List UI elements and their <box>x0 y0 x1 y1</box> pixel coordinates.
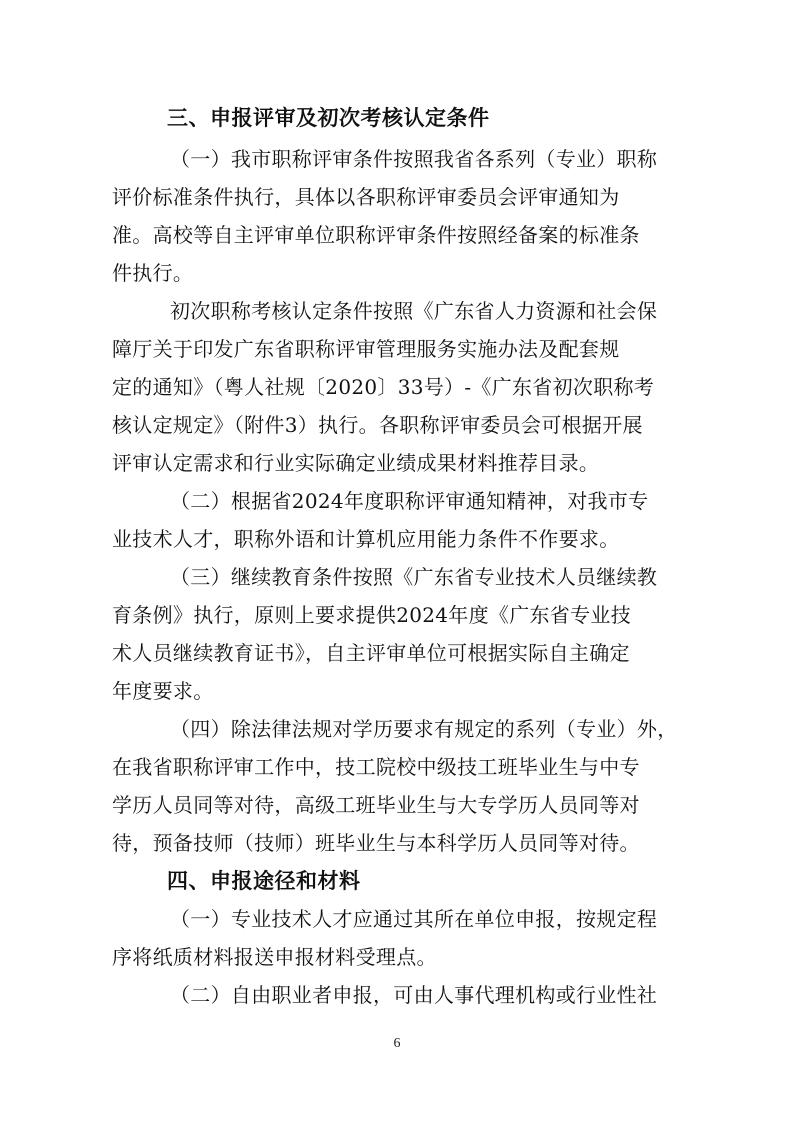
paragraph-line: 准。高校等自主评审单位职称评审条件按照经备案的标准条 <box>112 223 640 247</box>
paragraph-line: 术人员继续教育证书》，自主评审单位可根据实际自主确定 <box>112 641 630 665</box>
paragraph-line: 学历人员同等对待，高级工班毕业生与大专学历人员同等对 <box>112 793 640 817</box>
paragraph-line: 业技术人才，职称外语和计算机应用能力条件不作要求。 <box>112 527 620 551</box>
paragraph-line: （三）继续教育条件按照《广东省专业技术人员继续教 <box>170 565 658 589</box>
section-heading-4: 四、申报途径和材料 <box>167 869 361 893</box>
paragraph-line: （四）除法律法规对学历要求有规定的系列（专业）外， <box>170 717 678 741</box>
paragraph-line: （一）专业技术人才应通过其所在单位申报，按规定程 <box>170 907 658 931</box>
paragraph-line: 初次职称考核认定条件按照《广东省人力资源和社会保 <box>170 299 658 323</box>
paragraph-line: 障厅关于印发广东省职称评审管理服务实施办法及配套规 <box>112 337 620 361</box>
paragraph-line: （一）我市职称评审条件按照我省各系列（专业）职称 <box>170 147 658 171</box>
paragraph-line: 在我省职称评审工作中，技工院校中级技工班毕业生与中专 <box>112 755 640 779</box>
section-heading-3: 三、申报评审及初次考核认定条件 <box>167 106 490 130</box>
page-number: 6 <box>393 1036 401 1051</box>
paragraph-line: 定的通知》（粤人社规〔2020〕33号）-《广东省初次职称考 <box>112 375 655 399</box>
paragraph-line: 评价标准条件执行，具体以各职称评审委员会评审通知为 <box>112 185 620 209</box>
paragraph-line: 件执行。 <box>112 261 194 285</box>
paragraph-line: （二）根据省2024年度职称评审通知精神，对我市专 <box>170 489 649 513</box>
paragraph-line: （二）自由职业者申报，可由人事代理机构或行业性社 <box>170 983 658 1007</box>
paragraph-line: 核认定规定》（附件3）执行。各职称评审委员会可根据开展 <box>112 413 643 437</box>
paragraph-line: 待，预备技师（技师）班毕业生与本科学历人员同等对待。 <box>112 831 640 855</box>
paragraph-line: 年度要求。 <box>112 679 214 703</box>
paragraph-line: 评审认定需求和行业实际确定业绩成果材料推荐目录。 <box>112 451 600 475</box>
paragraph-line: 序将纸质材料报送申报材料受理点。 <box>112 945 437 969</box>
paragraph-line: 育条例》执行，原则上要求提供2024年度《广东省专业技 <box>112 603 631 627</box>
